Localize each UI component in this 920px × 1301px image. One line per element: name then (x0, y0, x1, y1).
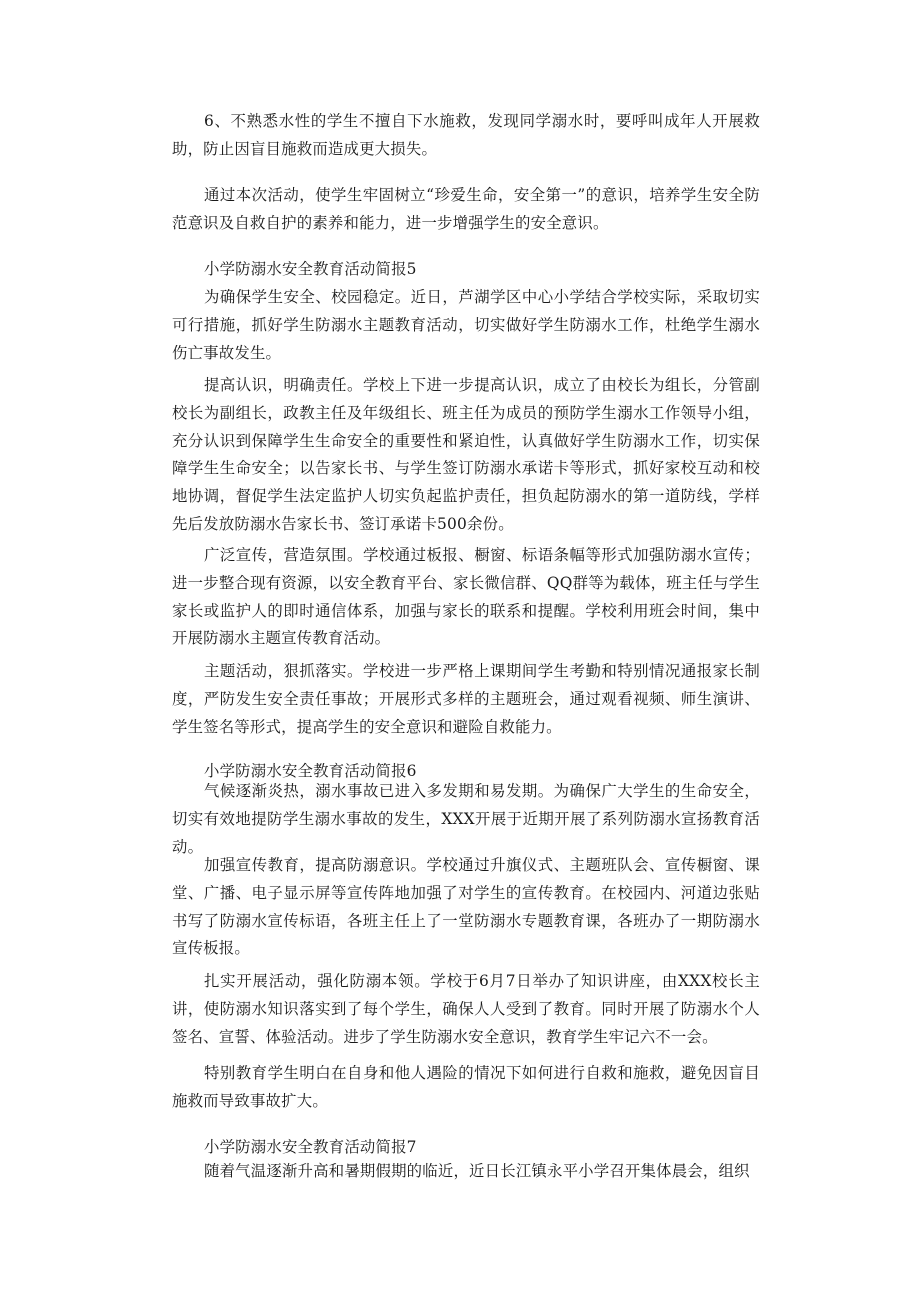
heading-report-7: 小学防溺水安全教育活动简报7 (204, 1138, 417, 1156)
paragraph-theme-activities: 主题活动，狠抓落实。学校进一步严格上课期间学生考勤和特别情况通报家长制度，严防发生安全责任事故；开展形式多样的主题班会，通过观看视频、师生演讲、学生签名等形式，提高学生的安全意识和避险自救能力。 (172, 662, 760, 736)
paragraph-report-6-intro: 气候逐渐炎热，溺水事故已进入多发期和易发期。为确保广大学生的生命安全，切实有效地提防学生溺水事故的发生，XXX开展于近期开展了系列防溺水宣扬教育活动。 (172, 782, 760, 856)
paragraph-raise-awareness: 提高认识，明确责任。学校上下进一步提高认识，成立了由校长为组长，分管副校长为副组长，政教主任及年级组长、班主任为成员的预防学生溺水工作领导小组，充分认识到保障学生生命安全的重要性和紧迫性，认真做好学生防溺水工作，切实保障学生生命安全；以告家长书、与学生签订防溺水承诺卡等形式，抓好家校互动和校地协调，督促学生法定监护人切实负起监护责任，担负起防溺水的第一道防线，学样先后发放防溺水告家长书、签订承诺卡500余份。 (172, 376, 760, 533)
paragraph-carry-out-activities: 扎实开展活动，强化防溺本领。学校于6月7日举办了知识讲座，由XXX校长主讲，使防溺水知识落实到了每个学生，确保人人受到了教育。同时开展了防溺水个人签名、宣誓、体验活动。进步了学生防溺水安全意识，教育学生牢记六不一会。 (172, 972, 760, 1046)
paragraph-wide-publicity: 广泛宣传，营造氛围。学校通过板报、橱窗、标语条幅等形式加强防溺水宣传；进一步整合现有资源，以安全教育平台、家长微信群、QQ群等为载体，班主任与学生家长或监护人的即时通信体系，加强与家长的联系和提醒。学校利用班会时间，集中开展防溺水主题宣传教育活动。 (172, 546, 760, 648)
paragraph-report-5-intro: 为确保学生安全、校园稳定。近日，芦湖学区中心小学结合学校实际，采取切实可行措施，抓好学生防溺水主题教育活动，切实做好学生防溺水工作，杜绝学生溺水伤亡事故发生。 (172, 288, 760, 362)
paragraph-report-7-intro: 随着气温逐渐升高和暑期假期的临近，近日长江镇永平小学召开集体晨会，组织 (204, 1162, 750, 1180)
paragraph-activity-summary: 通过本次活动，使学生牢固树立“珍爱生命，安全第一”的意识，培养学生安全防范意识及自救自护的素养和能力，进一步增强学生的安全意识。 (172, 186, 760, 232)
paragraph-strengthen-publicity: 加强宣传教育，提高防溺意识。学校通过升旗仪式、主题班队会、宣传橱窗、课堂、广播、电子显示屏等宣传阵地加强了对学生的宣传教育。在校园内、河道边张贴书写了防溺水宣传标语，各班主任上了一堂防溺水专题教育课，各班办了一期防溺水宣传板报。 (172, 856, 760, 958)
heading-report-5: 小学防溺水安全教育活动简报5 (204, 260, 417, 278)
paragraph-self-rescue: 特别教育学生明白在自身和他人遇险的情况下如何进行自救和施救，避免因盲目施救而导致事故扩大。 (172, 1064, 760, 1110)
paragraph-drowning-rule-6: 6、不熟悉水性的学生不擅自下水施救，发现同学溺水时，要呼叫成年人开展救助，防止因盲目施救而造成更大损失。 (172, 112, 760, 158)
heading-report-6: 小学防溺水安全教育活动简报6 (204, 762, 417, 780)
